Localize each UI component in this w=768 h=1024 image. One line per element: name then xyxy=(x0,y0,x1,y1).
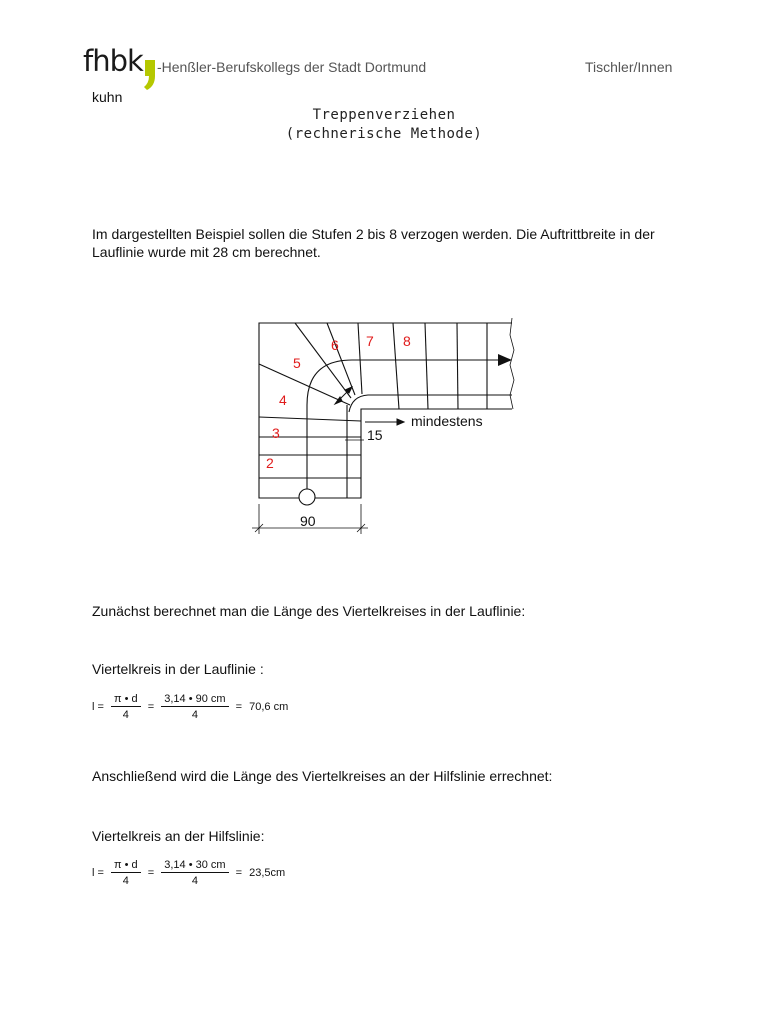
step-label: 3 xyxy=(272,425,280,441)
page-title: Treppenverziehen xyxy=(312,107,456,123)
formula-eq-1: = xyxy=(147,701,155,713)
step-label: 7 xyxy=(366,333,374,349)
formula-num-1: π • d xyxy=(111,859,141,873)
minimum-arrow-icon xyxy=(365,419,404,425)
formula-den-2: 4 xyxy=(191,875,198,887)
step-label: 6 xyxy=(331,337,339,353)
formula-den-1: 4 xyxy=(122,709,129,721)
dim-90-label: 90 xyxy=(300,513,316,529)
step-label: 4 xyxy=(279,392,287,408)
formula-fraction-2 xyxy=(161,693,228,721)
school-name: -Henßler-Berufskollegs der Stadt Dortmund xyxy=(157,59,427,75)
formula-hilfslinie xyxy=(92,859,289,887)
formula-result: 23,5cm xyxy=(249,867,286,879)
section1-text: Zunächst berechnet man die Länge des Viertelkreises in der Lauflinie: xyxy=(92,603,526,619)
formula-fraction-1 xyxy=(111,693,141,721)
formula-lhs: l = xyxy=(92,867,104,879)
section2-text: Anschließend wird die Länge des Viertelkreises an der Hilfslinie errechnet: xyxy=(92,768,553,784)
dim-15-label: 15 xyxy=(367,427,383,443)
department-label: Tischler/Innen xyxy=(585,59,673,75)
formula-den-2: 4 xyxy=(191,709,198,721)
minimum-label: mindestens xyxy=(411,413,483,429)
formula-fraction-2 xyxy=(161,859,228,887)
formula-fraction-1 xyxy=(111,859,141,887)
formula-num-2: 3,14 • 30 cm xyxy=(161,859,228,873)
formula-num-2: 3,14 • 90 cm xyxy=(161,693,228,707)
step-label: 5 xyxy=(293,355,301,371)
formula-eq-2: = xyxy=(235,867,243,879)
logo-mark-icon xyxy=(141,46,157,90)
logo-text: fhbk xyxy=(83,44,143,78)
intro-paragraph: Im dargestellten Beispiel sollen die Stufen 2 bis 8 verzogen werden. Die Auftrittbreite in der Lauflinie wurde mit 28 cm berechnet. xyxy=(92,226,655,260)
stair-outline xyxy=(259,318,514,498)
stair-diagram xyxy=(240,310,530,540)
formula-lauflinie xyxy=(92,693,292,721)
formula-eq-1: = xyxy=(147,867,155,879)
section1-heading: Viertelkreis in der Lauflinie : xyxy=(92,661,264,677)
page-subtitle: (rechnerische Methode) xyxy=(285,126,483,142)
formula-num-1: π • d xyxy=(111,693,141,707)
formula-den-1: 4 xyxy=(122,875,129,887)
formula-eq-2: = xyxy=(235,701,243,713)
author-name: kuhn xyxy=(92,89,123,105)
school-logo xyxy=(83,44,143,90)
formula-result: 70,6 cm xyxy=(249,701,289,713)
step-label: 2 xyxy=(266,455,274,471)
formula-lhs: l = xyxy=(92,701,104,713)
start-circle-icon xyxy=(299,489,315,505)
section2-heading: Viertelkreis an der Hilfslinie: xyxy=(92,828,265,844)
step-label: 8 xyxy=(403,333,411,349)
